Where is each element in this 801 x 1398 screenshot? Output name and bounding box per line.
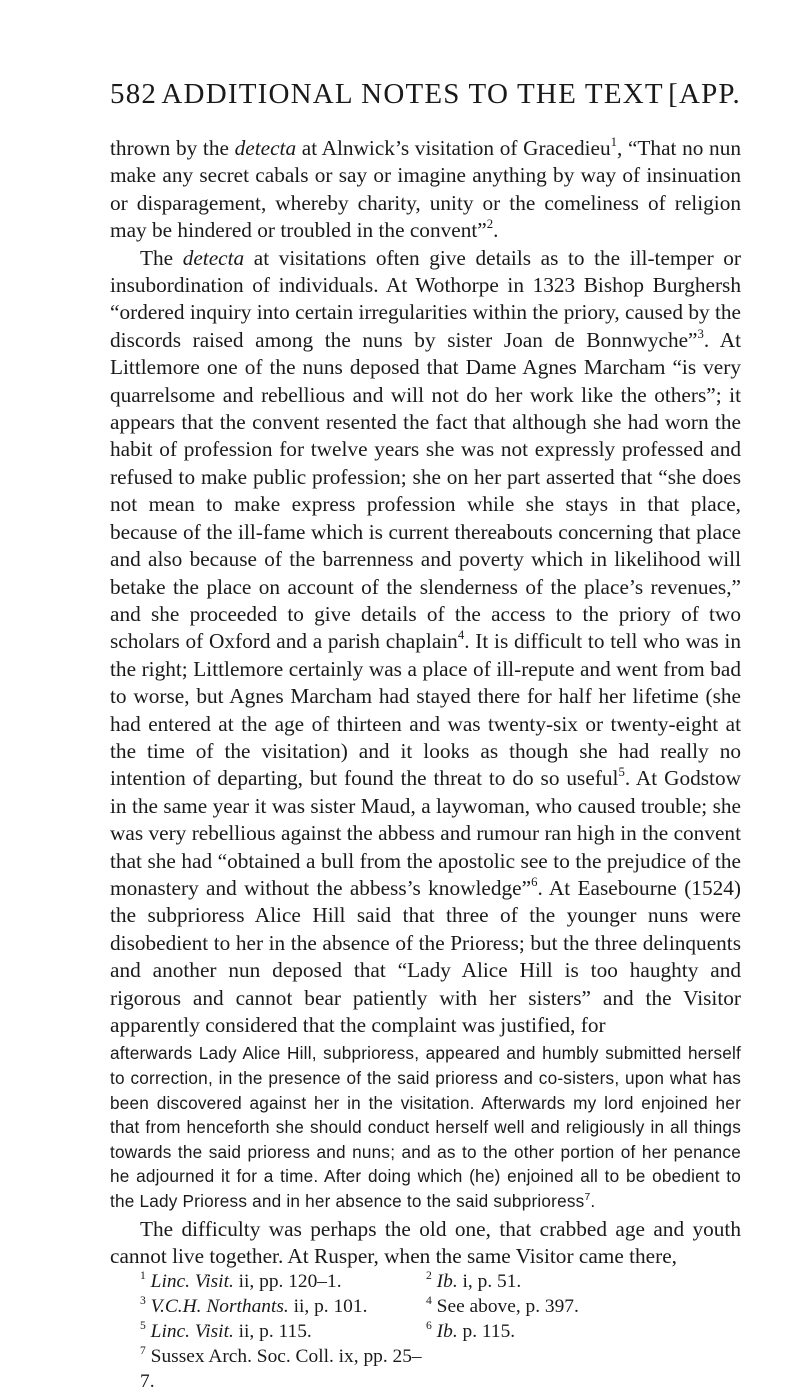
- footnote-ref: 2: [486, 217, 494, 232]
- citation-text: Sussex Arch. Soc. Coll. ix, pp. 25–7.: [140, 1345, 422, 1392]
- section-label: [APP.: [668, 78, 741, 110]
- text-run: . At Easebourne (1524) the subprioress Alice Hill said that three of the younger nuns were disobedient to her in the absence of the Prioress; but the three delinquents and another nun deposed that “Lady Alice Hill is too haughty and rigorous and cannot bear patiently with her sisters” and the Visitor apparently considered that the complaint was justified, for: [110, 875, 741, 1037]
- text-run: .: [493, 218, 499, 243]
- footnote-ref: 1: [610, 135, 617, 150]
- footnote: [426, 1320, 741, 1345]
- citation-text: i, p. 51.: [457, 1271, 522, 1293]
- footnote-number: 1: [140, 1269, 146, 1283]
- page-number: 582: [110, 78, 158, 110]
- citation-text: ii, p. 101.: [288, 1296, 368, 1318]
- footnote-number: 5: [140, 1318, 146, 1332]
- italic-text: detecta: [234, 136, 297, 160]
- footnotes: [140, 1270, 741, 1394]
- body-text: [110, 135, 741, 1270]
- citation-text: See above, p. 397.: [436, 1296, 579, 1318]
- footnote: [140, 1295, 426, 1320]
- footnote-ref: 5: [618, 765, 625, 780]
- text-run: afterwards Lady Alice Hill, subprioress, appeared and humbly submitted herself to correction, in the presence of the said prioress and co-sisters, upon what has been discovered against her in the visitation. Afterwards my lord enjoined her that from henceforth she should conduct herself well and religiously in all things towards the said prioress and nuns; and as to the other portion of her penance he adjourned it for a time. After doing which (he) enjoined all to be obedient to the Lady Prioress and in her absence to the said subprioress: [110, 1043, 741, 1211]
- footnote-number: 4: [426, 1294, 432, 1308]
- footnote-number: 7: [140, 1343, 146, 1357]
- text-run: The: [140, 245, 183, 270]
- footnote: [140, 1320, 426, 1345]
- citation-text: p. 115.: [457, 1320, 516, 1342]
- footnote-number: 6: [426, 1318, 432, 1332]
- text-run: thrown by the: [110, 136, 235, 160]
- footnote: [426, 1295, 741, 1320]
- footnote: [140, 1345, 426, 1395]
- footnote-ref: 6: [531, 875, 538, 890]
- citation-title: Ib.: [436, 1271, 458, 1293]
- footnote: [426, 1270, 741, 1295]
- footnote-row: [140, 1270, 741, 1295]
- footnote-row: [140, 1295, 741, 1320]
- footnote-ref: 3: [697, 326, 704, 341]
- citation-title: Linc. Visit.: [150, 1271, 234, 1293]
- text-run: . At Littlemore one of the nuns deposed that Dame Agnes Marcham “is very quarrelsome and rebellious and will not do her work like the others”; it appears that the convent resented the fact that although she had worn the habit of profession for twelve years she was not expressly professed and refused to make public profession; she on her part asserted that “she does not mean to make express profession while she stays in that place, because of the ill-fame which is current thereabouts concerning that place and also because of the barrenness and poverty which in likelihood will betake the place on account of the slenderness of the place’s revenues,” and she proceeded to give details of the access to the priory of two scholars of Oxford and a parish chaplain: [110, 327, 741, 654]
- citation-title: V.C.H. Northants.: [150, 1296, 289, 1318]
- text-run: . It is difficult to tell who was in the right; Littlemore certainly was a place of ill-repute and went from bad to worse, but Agnes Marcham had stayed there for half her lifetime (she had entered at the age of thirteen and was twenty-six or twenty-eight at the time of the visitation) and it looks as though she had really no intention of departing, but found the threat to do so useful: [110, 629, 741, 791]
- footnote-number: 2: [426, 1269, 432, 1283]
- footnote-row: [140, 1320, 741, 1345]
- paragraph: [110, 245, 741, 1040]
- paragraph: [110, 135, 741, 245]
- citation-title: Ib.: [436, 1320, 458, 1342]
- text-run: . At Godstow in the same year it was sister Maud, a laywoman, who caused trouble; she was very rebellious against the abbess and rumour ran high in the convent that she had “obtained a bull from the apostolic see to the prejudice of the monastery and without the abbess’s knowledge”: [110, 766, 741, 900]
- italic-text: detecta: [182, 245, 245, 270]
- text-run: , “That no nun make any secret cabals or say or imagine anything by way of insinuation or disparagement, whereby charity, unity or the comeliness of religion may be hindered or troubled in the convent”: [110, 136, 741, 243]
- footnote-row: [140, 1345, 741, 1395]
- footnote-number: 3: [140, 1294, 146, 1308]
- text-run: .: [590, 1190, 596, 1211]
- running-header: [110, 78, 741, 111]
- text-run: at visitations often give details as to the ill-temper or insubordination of individuals. At Wothorpe in 1323 Bishop Burghersh “ordered inquiry into certain irregularities within the priory, caused by the discords raised among the nuns by sister Joan de Bonnwyche”: [110, 245, 741, 352]
- footnote-ref: 7: [584, 1191, 591, 1203]
- text-run: at Alnwick’s visitation of Gracedieu: [296, 136, 611, 160]
- closing-paragraph: The difficulty was perhaps the old one, that crabbed age and youth cannot live together. At Rusper, when the same Visitor came there,: [110, 1216, 741, 1268]
- running-title: ADDITIONAL NOTES TO THE TEXT: [161, 78, 664, 110]
- citation-text: ii, pp. 120–1.: [233, 1271, 342, 1293]
- block-quote: [110, 1041, 741, 1213]
- citation-text: ii, p. 115.: [233, 1320, 312, 1342]
- citation-title: Linc. Visit.: [150, 1320, 234, 1342]
- footnote-ref: 4: [457, 628, 465, 643]
- footnote: [140, 1270, 426, 1295]
